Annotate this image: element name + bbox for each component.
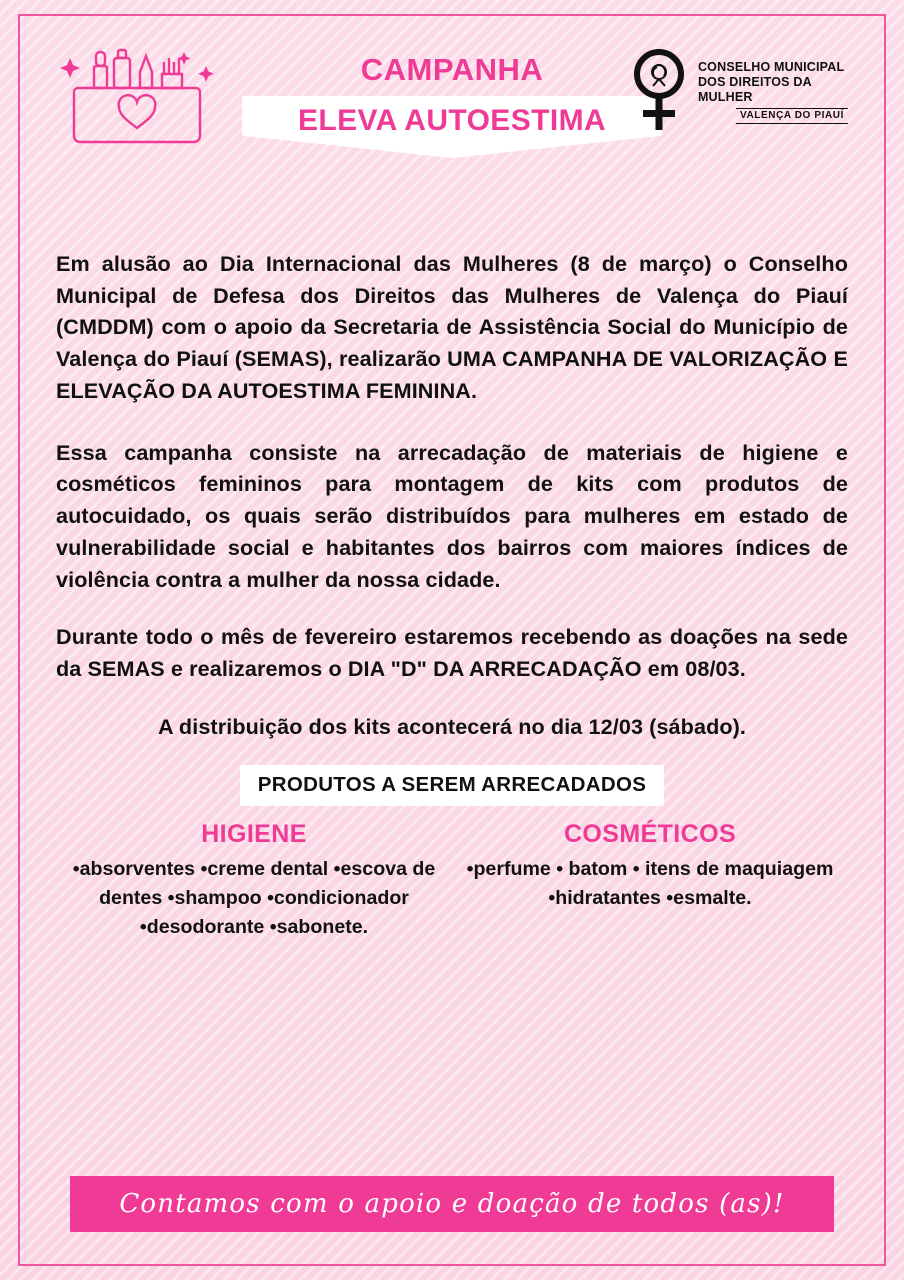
poster-header <box>56 34 848 164</box>
council-logo-text <box>698 58 848 125</box>
footer-text: Contamos com o apoio e doação de todos (as)! <box>119 1189 785 1219</box>
campaign-title-banner <box>242 96 662 158</box>
council-logo-line3: MULHER <box>697 90 753 105</box>
products-section <box>56 765 848 806</box>
poster-body <box>56 248 848 743</box>
products-column-cosmetics-items: •perfume • batom • itens de maquiagem •hidratantes •esmalte. <box>466 857 834 909</box>
council-logo-line1: CONSELHO MUNICIPAL <box>697 59 845 74</box>
body-paragraph-4: A distribuição dos kits acontecerá no dia 12/03 (sábado). <box>157 713 747 739</box>
body-paragraph-2: Essa campanha consiste na arrecadação de materiais de higiene e cosméticos femininos para montagem de kits com produtos de autocuidado, os quais serão distribuídos para mulheres em estado de vulnerabilidade social e habitantes dos bairros com maiores índices de violência contra a mulher da nossa cidade. <box>56 439 848 592</box>
products-column-hygiene-title: HIGIENE <box>201 819 307 848</box>
products-title: PRODUTOS A SEREM ARRECADADOS <box>240 765 664 806</box>
footer-banner <box>70 1176 834 1232</box>
products-column-hygiene-items: •absorventes •creme dental •escova de dentes •shampoo •condicionador •desodorante •sabonete. <box>72 857 436 939</box>
products-column-cosmetics-title: COSMÉTICOS <box>563 819 737 848</box>
products-column-cosmetics <box>452 820 848 943</box>
products-columns <box>56 820 848 943</box>
council-logo-line2: DOS DIREITOS DA <box>697 74 812 89</box>
council-logo <box>630 48 848 134</box>
council-logo-city: VALENÇA DO PIAUÍ <box>736 108 848 124</box>
campaign-title: ELEVA AUTOESTIMA <box>297 104 607 137</box>
female-gender-symbol-with-rose-icon <box>630 48 688 134</box>
body-paragraph-1: Em alusão ao Dia Internacional das Mulheres (8 de março) o Conselho Municipal de Defesa dos Direitos das Mulheres de Valença do Piauí (CMDDM) com o apoio da Secretaria de Assistência Social do Município de Valença do Piauí (SEMAS), realizarão UMA CAMPANHA DE VALORIZAÇÃO E ELEVAÇÃO DA AUTOESTIMA FEMININA. <box>56 251 848 403</box>
products-column-hygiene <box>56 820 452 943</box>
campaign-label: CAMPANHA <box>360 52 544 87</box>
body-paragraph-3: Durante todo o mês de fevereiro estaremos recebendo as doações na sede da SEMAS e realizaremos o DIA "D" DA ARRECADAÇÃO em 08/03. <box>56 624 848 682</box>
